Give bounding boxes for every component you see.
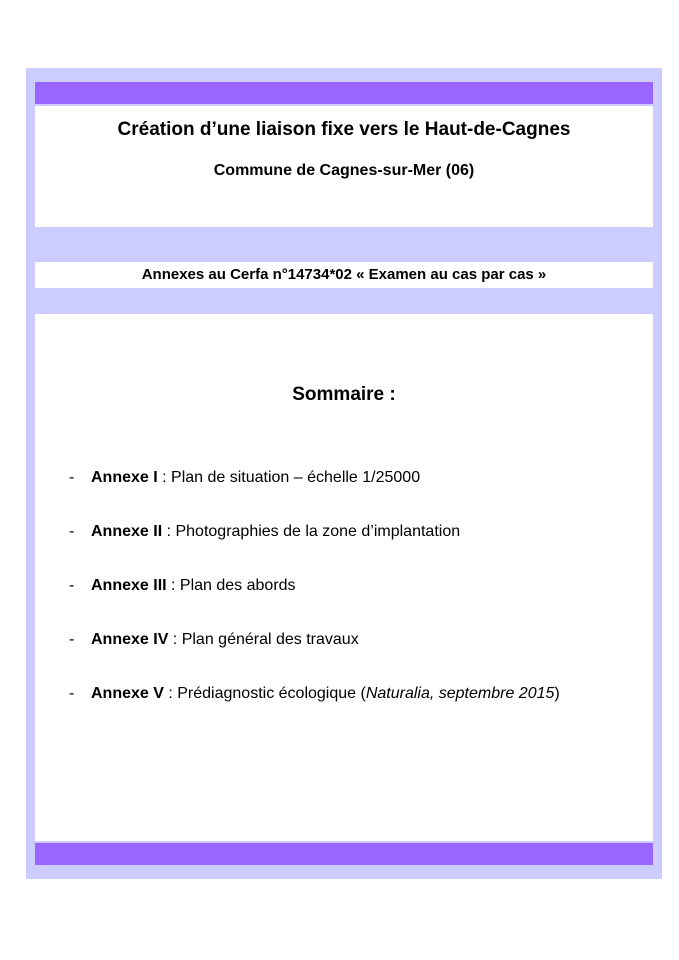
- summary-heading: Sommaire :: [292, 384, 396, 405]
- annex-item-1: [35, 466, 653, 490]
- annex-label: Annexe V: [91, 685, 164, 702]
- annex-closing: ): [554, 685, 560, 702]
- annex-description: : Photographies de la zone d’implantation: [162, 523, 461, 540]
- bottom-accent-band: [35, 843, 653, 865]
- annex-item-2: [35, 520, 653, 544]
- annex-item-4: [35, 628, 653, 652]
- list-dash: -: [69, 631, 75, 648]
- annex-description: : Plan général des travaux: [168, 631, 359, 648]
- annex-label: Annexe IV: [91, 631, 169, 648]
- annex-item-3: [35, 574, 653, 598]
- annex-description: : Plan de situation – échelle 1/25000: [157, 469, 421, 486]
- annex-label: Annexe II: [91, 523, 163, 540]
- top-accent-band: [35, 82, 653, 104]
- cerfa-panel: [35, 262, 653, 288]
- list-dash: -: [69, 523, 75, 540]
- annex-description: : Plan des abords: [166, 577, 296, 594]
- annex-list: [35, 466, 653, 736]
- header-panel: [35, 106, 653, 227]
- list-dash: -: [69, 685, 75, 702]
- document-title: Création d’une liaison fixe vers le Haut-de-Cagnes: [117, 119, 571, 140]
- cerfa-heading: Annexes au Cerfa n°14734*02 « Examen au cas par cas »: [141, 266, 547, 283]
- annex-label: Annexe I: [91, 469, 158, 486]
- document-subtitle: Commune de Cagnes-sur-Mer (06): [213, 162, 475, 179]
- annex-description: : Prédiagnostic écologique (: [163, 685, 366, 702]
- summary-panel: [35, 314, 653, 841]
- annex-item-5: [35, 682, 653, 706]
- annex-label: Annexe III: [91, 577, 167, 594]
- annex-source: Naturalia, septembre 2015: [365, 685, 555, 702]
- list-dash: -: [69, 577, 75, 594]
- list-dash: -: [69, 469, 75, 486]
